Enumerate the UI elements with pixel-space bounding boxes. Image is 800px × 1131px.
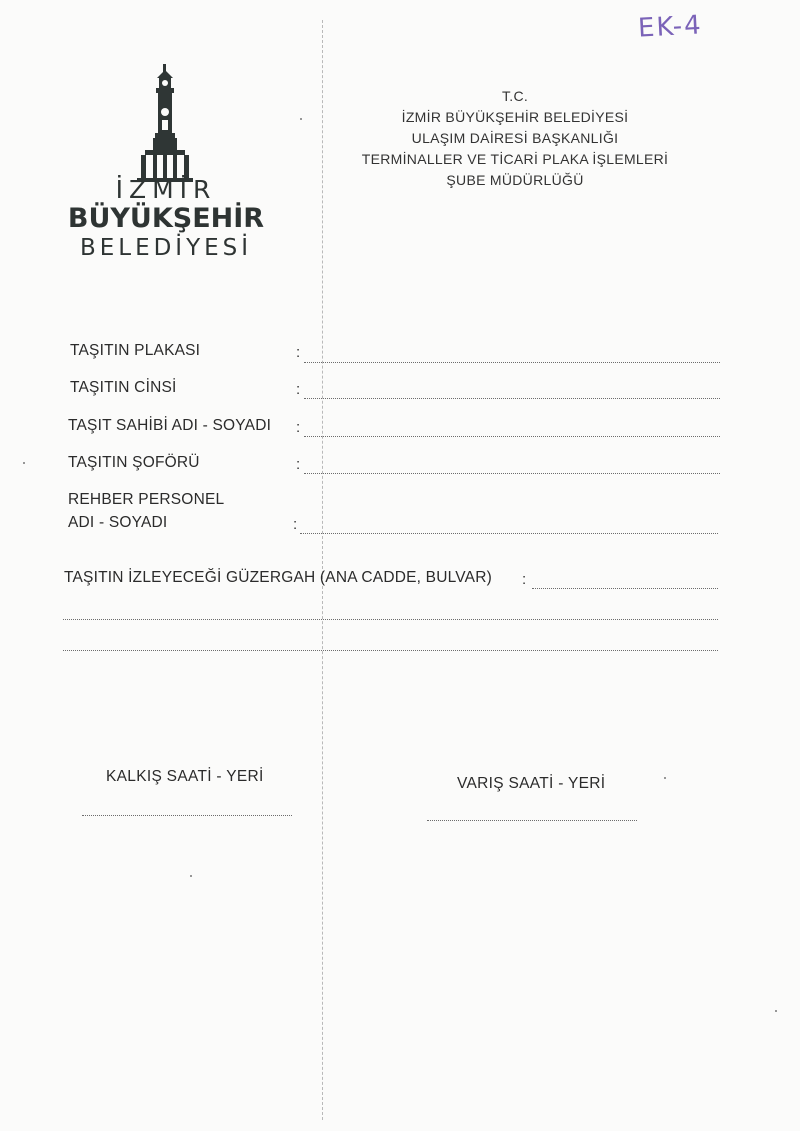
driver-colon: : — [296, 456, 301, 473]
arrival-field[interactable] — [427, 820, 637, 821]
route-field-line-1[interactable] — [532, 588, 718, 589]
arrival-label: VARIŞ SAATİ - YERİ — [457, 775, 606, 792]
guide-name-label: ADI - SOYADI — [68, 514, 168, 531]
handwritten-annex-mark: EK-4 — [637, 10, 704, 44]
plate-colon: : — [296, 344, 301, 361]
logo-line-buyuksehir: BÜYÜKŞEHİR — [67, 203, 265, 234]
owner-name-field[interactable] — [304, 436, 720, 437]
route-field-line-3[interactable] — [63, 650, 718, 651]
header-line-department: ULAŞIM DAİRESİ BAŞKANLIĞI — [411, 130, 619, 146]
header-line-tc: T.C. — [501, 88, 529, 104]
route-colon: : — [522, 571, 527, 588]
plate-label: TAŞITIN PLAKASI — [70, 342, 201, 359]
header-line-division: TERMİNALLER VE TİCARİ PLAKA İŞLEMLERİ — [361, 151, 669, 167]
logo-line-belediyesi: BELEDİYESİ — [79, 235, 253, 261]
header-line-branch: ŞUBE MÜDÜRLÜĞÜ — [446, 172, 584, 188]
scan-speck — [23, 462, 25, 464]
municipality-logo-text — [66, 176, 266, 262]
logo-line-izmir: İZMİR — [115, 175, 217, 204]
departure-field[interactable] — [82, 815, 292, 816]
scan-speck — [775, 1010, 777, 1012]
vehicle-type-label: TAŞITIN CİNSİ — [70, 379, 177, 396]
route-field-line-2[interactable] — [63, 619, 718, 620]
plate-field[interactable] — [304, 362, 720, 363]
departure-label: KALKIŞ SAATİ - YERİ — [106, 768, 264, 785]
owner-name-label: TAŞIT SAHİBİ ADI - SOYADI — [68, 417, 272, 434]
institution-header — [330, 86, 700, 191]
driver-label: TAŞITIN ŞOFÖRÜ — [68, 454, 200, 471]
guide-name-field[interactable] — [300, 533, 718, 534]
header-line-municipality: İZMİR BÜYÜKŞEHİR BELEDİYESİ — [401, 109, 629, 125]
guide-name-colon: : — [293, 516, 298, 533]
scan-speck — [664, 777, 666, 779]
route-label: TAŞITIN İZLEYECEĞİ GÜZERGAH (ANA CADDE, BULVAR) — [64, 569, 492, 586]
driver-field[interactable] — [304, 473, 720, 474]
scan-speck — [190, 875, 192, 877]
guide-staff-label: REHBER PERSONEL — [68, 491, 225, 508]
owner-name-colon: : — [296, 419, 301, 436]
scan-speck — [300, 118, 302, 120]
clock-tower-logo-icon — [135, 64, 195, 182]
vehicle-type-colon: : — [296, 381, 301, 398]
vehicle-type-field[interactable] — [304, 398, 720, 399]
